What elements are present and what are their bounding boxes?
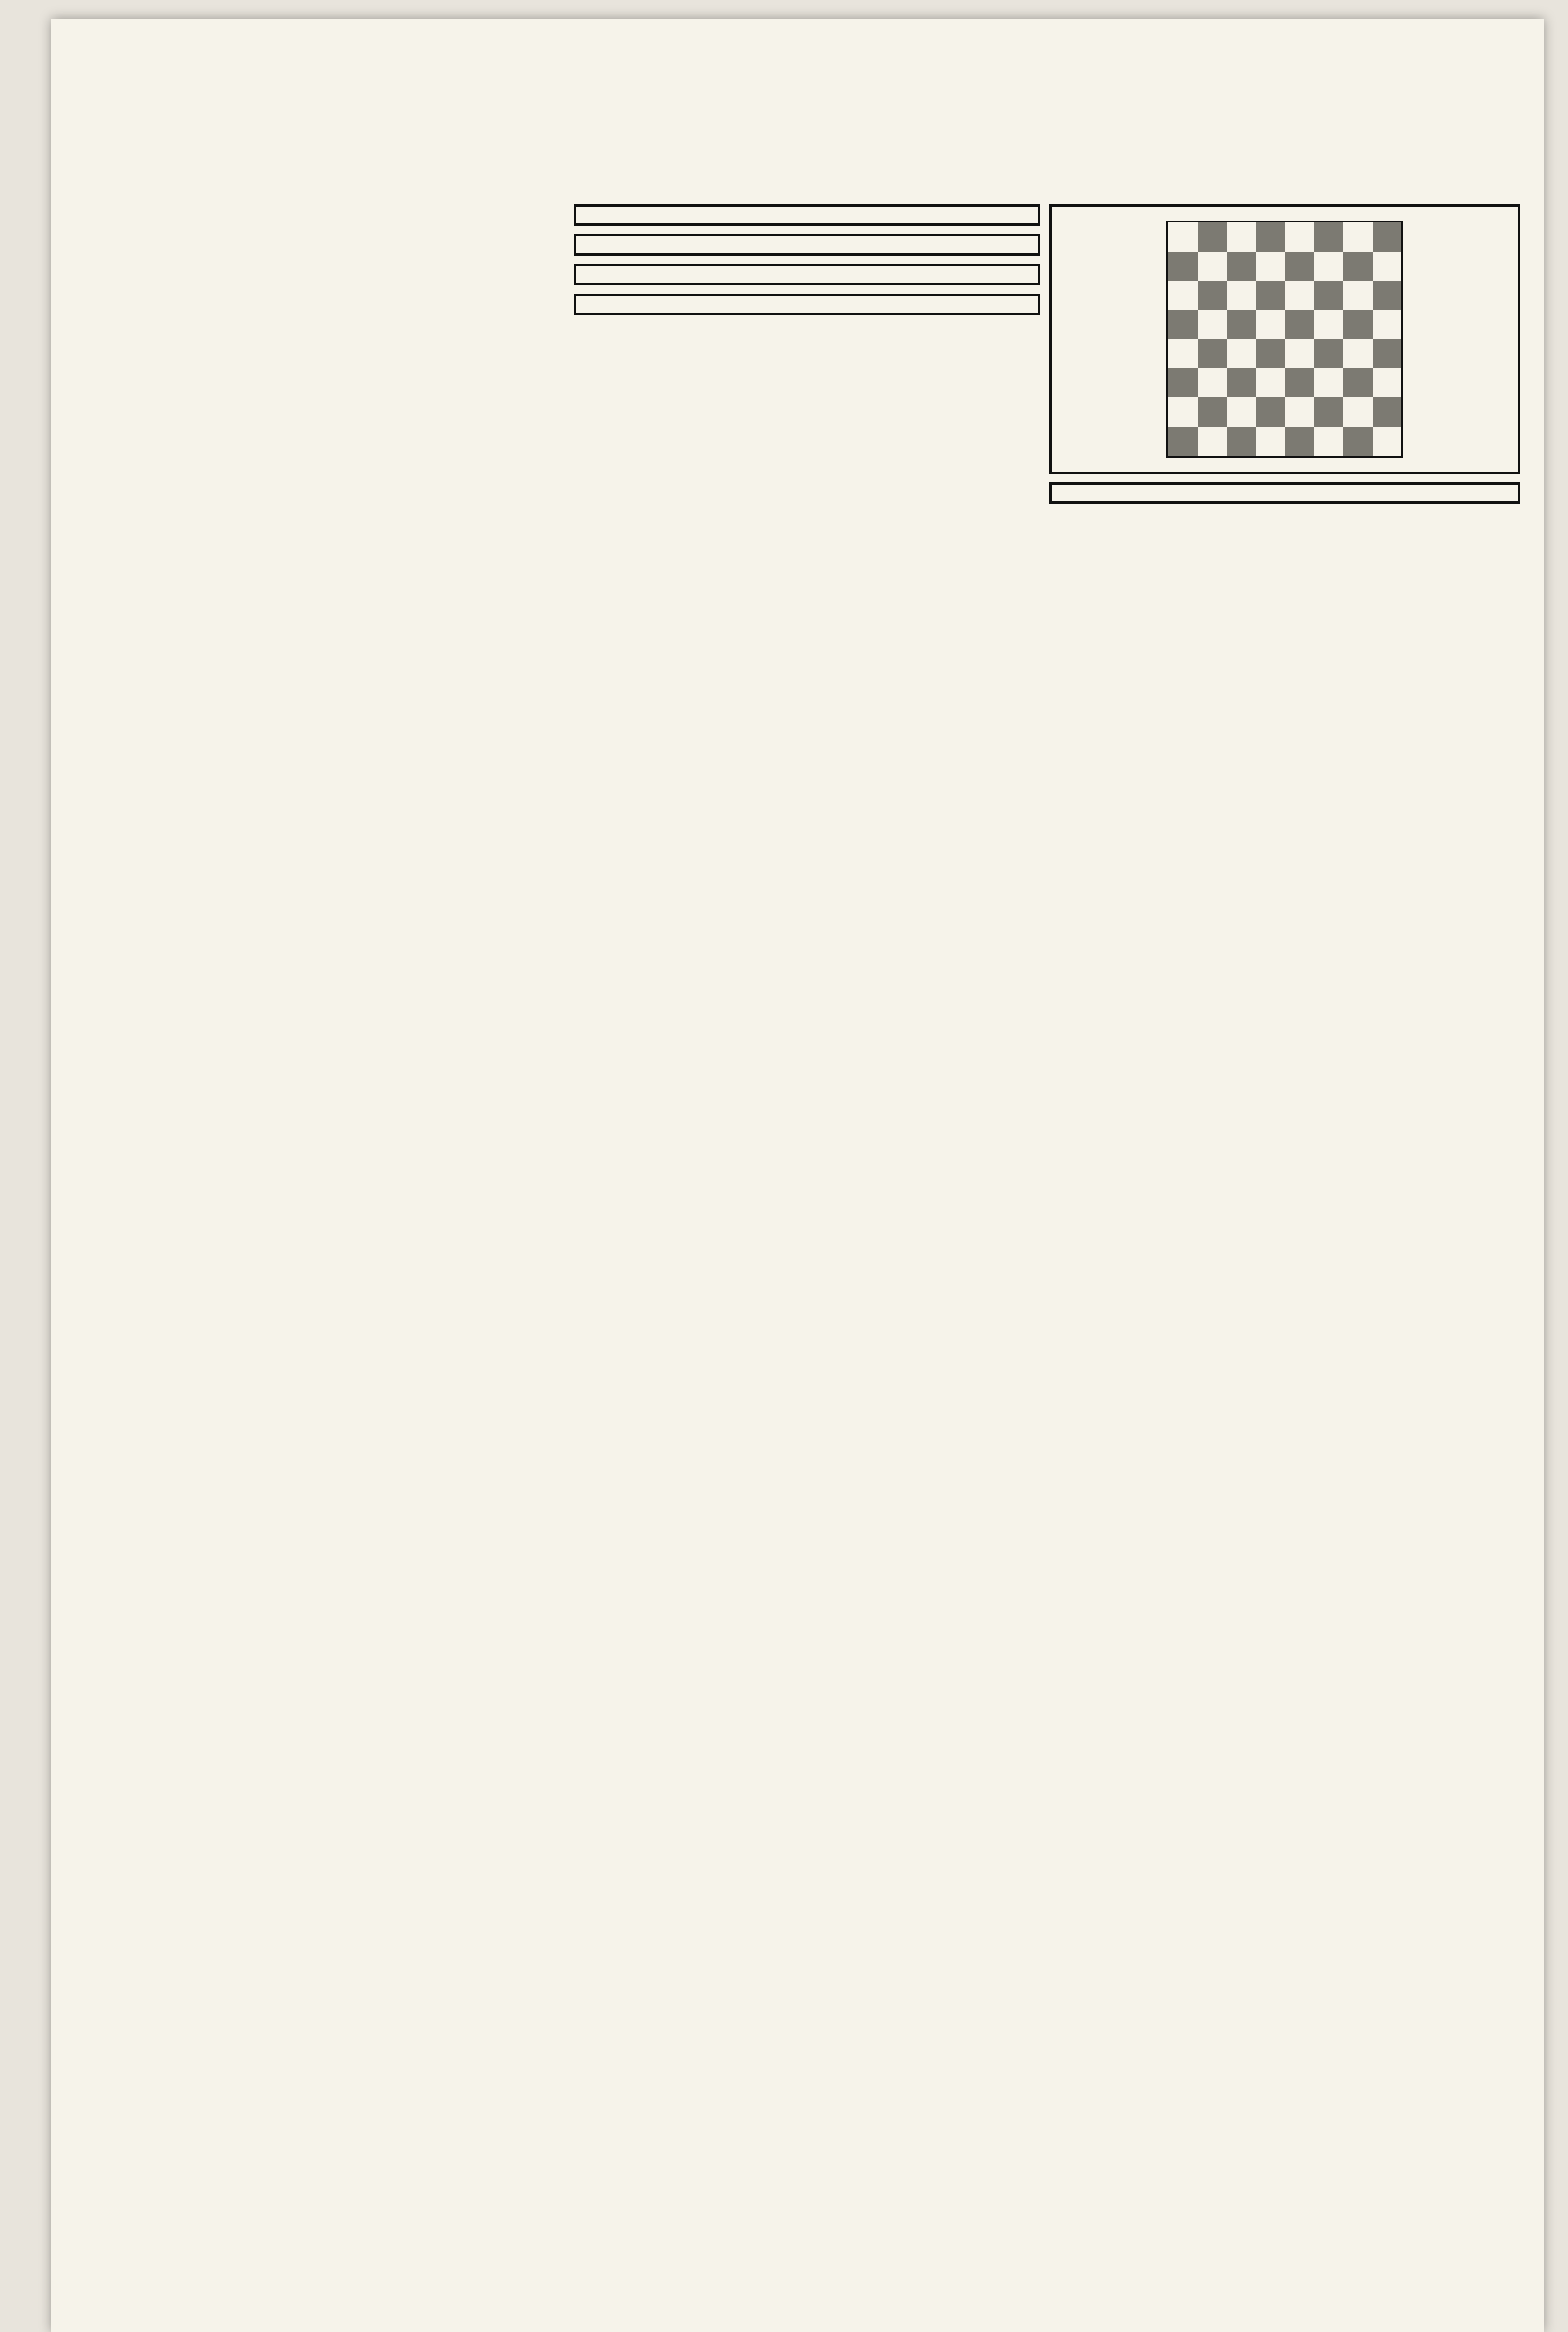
- chess-square: [1198, 397, 1227, 427]
- chess-square: [1227, 427, 1256, 456]
- chess-square: [1198, 427, 1227, 456]
- chess-square: [1343, 368, 1373, 398]
- chess-square: [1168, 339, 1198, 368]
- chess-square: [1168, 368, 1198, 398]
- chess-square: [1373, 222, 1402, 252]
- chess-square: [1343, 310, 1373, 340]
- chess-square: [1373, 252, 1402, 281]
- newspaper-page: [51, 19, 1544, 2332]
- chess-square: [1285, 397, 1314, 427]
- chess-square: [1373, 368, 1402, 398]
- chess-square: [1343, 281, 1373, 310]
- chess-square: [1373, 397, 1402, 427]
- article-box-4: [574, 294, 1040, 315]
- chess-square: [1285, 310, 1314, 340]
- chess-square: [1227, 222, 1256, 252]
- article-box-1: [574, 204, 1040, 226]
- chess-square: [1168, 222, 1198, 252]
- article-box-3: [574, 264, 1040, 285]
- chess-section: [1049, 204, 1520, 474]
- chess-square: [1227, 339, 1256, 368]
- chess-square: [1373, 339, 1402, 368]
- article-box-2: [574, 234, 1040, 256]
- chess-square: [1285, 427, 1314, 456]
- chess-square: [1256, 222, 1285, 252]
- column-3: [1049, 196, 1520, 2304]
- chess-square: [1373, 427, 1402, 456]
- chess-square: [1256, 339, 1285, 368]
- chess-square: [1314, 222, 1344, 252]
- chess-square: [1168, 281, 1198, 310]
- chess-square: [1227, 252, 1256, 281]
- chess-square: [1285, 222, 1314, 252]
- chess-square: [1314, 281, 1344, 310]
- chess-square: [1256, 427, 1285, 456]
- chess-square: [1285, 368, 1314, 398]
- chess-square: [1373, 310, 1402, 340]
- chess-square: [1314, 310, 1344, 340]
- chess-square: [1168, 310, 1198, 340]
- chess-square: [1198, 281, 1227, 310]
- chess-square: [1256, 310, 1285, 340]
- chess-square: [1256, 397, 1285, 427]
- chess-square: [1168, 397, 1198, 427]
- chess-square: [1343, 427, 1373, 456]
- chess-square: [1198, 368, 1227, 398]
- chess-board-diagram: [1166, 221, 1403, 458]
- chess-square: [1198, 252, 1227, 281]
- chess-square: [1256, 252, 1285, 281]
- chess-square: [1168, 427, 1198, 456]
- chess-square: [1343, 339, 1373, 368]
- chess-square: [1314, 397, 1344, 427]
- chess-square: [1198, 339, 1227, 368]
- chess-square: [1227, 368, 1256, 398]
- chess-square: [1256, 368, 1285, 398]
- column-1: [117, 196, 564, 2304]
- chess-square: [1314, 252, 1344, 281]
- chess-square: [1168, 252, 1198, 281]
- chess-square: [1227, 310, 1256, 340]
- chess-square: [1198, 310, 1227, 340]
- chess-square: [1314, 368, 1344, 398]
- advert-box: [1049, 482, 1520, 504]
- chess-square: [1285, 281, 1314, 310]
- chess-square: [1343, 222, 1373, 252]
- chess-square: [1285, 252, 1314, 281]
- chess-square: [1256, 281, 1285, 310]
- chess-square: [1227, 281, 1256, 310]
- chess-square: [1227, 397, 1256, 427]
- chess-square: [1314, 427, 1344, 456]
- column-2: [574, 196, 1040, 2304]
- chess-square: [1198, 222, 1227, 252]
- chess-square: [1343, 397, 1373, 427]
- chess-square: [1373, 281, 1402, 310]
- chess-square: [1343, 252, 1373, 281]
- chess-square: [1285, 339, 1314, 368]
- chess-square: [1314, 339, 1344, 368]
